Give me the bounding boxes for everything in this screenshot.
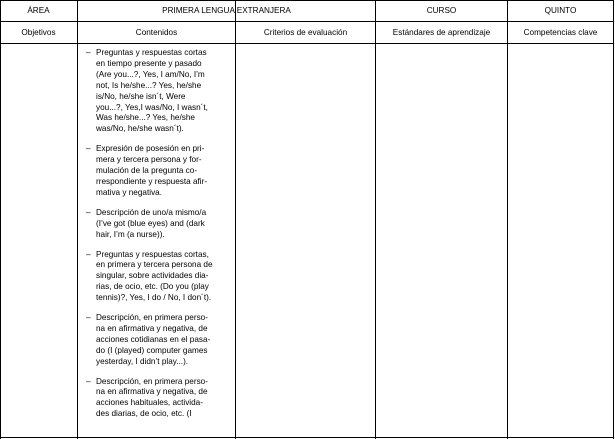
column-header-objetivos: Objetivos <box>21 28 56 37</box>
list-item-text-line: na en afirmativa y negativa, de <box>96 387 208 397</box>
list-item-text-line: acciones habituales, activida- <box>96 398 203 408</box>
dash-bullet: – <box>86 376 91 386</box>
dash-bullet: – <box>86 144 91 154</box>
subject-title: PRIMERA LENGUA EXTRANJERA <box>162 6 291 15</box>
list-item-text-line: Was he/she...? Yes, he/she <box>96 113 195 123</box>
list-item-text-line: mera y tercera persona y for- <box>96 155 202 165</box>
course-label: CURSO <box>426 6 457 15</box>
list-item-text-line: is/No, he/she isn´t, Were <box>96 91 186 101</box>
list-item-text-line: acciones cotidianas en el pasa- <box>96 334 211 344</box>
list-item-text-line: Descripción, en primera perso- <box>96 376 208 386</box>
list-item <box>86 250 234 305</box>
list-item-text-line: Descripción de uno/a mismo/a <box>96 207 207 217</box>
list-item-text-line: tennis)?, Yes, I do / No, I don´t). <box>96 293 212 303</box>
column-divider <box>235 0 236 439</box>
list-item-text-line: (Are you...?, Yes, I am/No, I’m <box>96 69 205 79</box>
list-item-text-line: yesterday, I didn’t play...). <box>96 356 189 366</box>
course-value: QUINTO <box>544 6 577 15</box>
header-row-divider <box>0 21 614 22</box>
dash-bullet: – <box>86 249 91 259</box>
column-header-contenidos: Contenidos <box>135 28 178 37</box>
table-border-bottom <box>0 437 614 438</box>
dash-bullet: – <box>86 48 91 57</box>
list-item-text-line: rias, de ocio, etc. (Do you (play <box>96 282 209 292</box>
list-item-text-line: na en afirmativa y negativa, de <box>96 323 208 333</box>
list-item-text-line: mativa y negativa. <box>96 187 162 197</box>
contenidos-list <box>86 48 234 429</box>
column-divider <box>507 0 508 439</box>
list-item-text-line: rrespondiente y respuesta afir- <box>96 176 208 186</box>
list-item-text-line: Descripción, en primera perso- <box>96 313 208 323</box>
list-item-text-line: Preguntas y respuestas cortas, <box>96 249 209 259</box>
list-item-text-line: (I’ve got (blue eyes) and (dark <box>96 218 205 228</box>
list-item-text-line: hair, I’m (a nurse)). <box>96 229 165 239</box>
table-border-top <box>0 0 614 1</box>
dash-bullet: – <box>86 313 91 323</box>
column-header-competencias: Competencias clave <box>523 28 598 37</box>
list-item-text-line: singular, sobre actividades dia- <box>96 271 209 281</box>
table-border-right <box>613 0 614 439</box>
column-header-estandares: Estándares de aprendizaje <box>392 28 491 37</box>
list-item-text-line: Preguntas y respuestas cortas <box>96 48 207 57</box>
list-item-text-line: do (I (played) computer games <box>96 345 208 355</box>
list-item-text-line: was/No, he/she wasn´t). <box>96 124 184 134</box>
column-divider <box>77 0 78 439</box>
list-item-text-line: Expresión de posesión en pri- <box>96 144 205 154</box>
list-item-text-line: you...?, Yes,I was/No, I wasn´t, <box>96 102 208 112</box>
list-item-text-line: des diarias, de ocio, etc. (I <box>96 409 192 419</box>
column-header-criterios: Criterios de evaluación <box>263 28 348 37</box>
list-item-text-line: en tiempo presente y pasado <box>96 58 202 68</box>
table-border-left <box>0 0 1 439</box>
list-item-text-line: not, Is he/she...? Yes, he/she <box>96 80 202 90</box>
list-item <box>86 144 234 199</box>
list-item <box>86 377 234 421</box>
header-row-divider <box>0 43 614 44</box>
list-item <box>86 208 234 241</box>
list-item-text-line: mulación de la pregunta co- <box>96 166 198 176</box>
list-item <box>86 48 234 135</box>
dash-bullet: – <box>86 207 91 217</box>
list-item <box>86 313 234 368</box>
area-label: ÁREA <box>27 6 50 15</box>
column-divider <box>375 0 376 439</box>
list-item-text-line: en primera y tercera persona de <box>96 260 213 270</box>
